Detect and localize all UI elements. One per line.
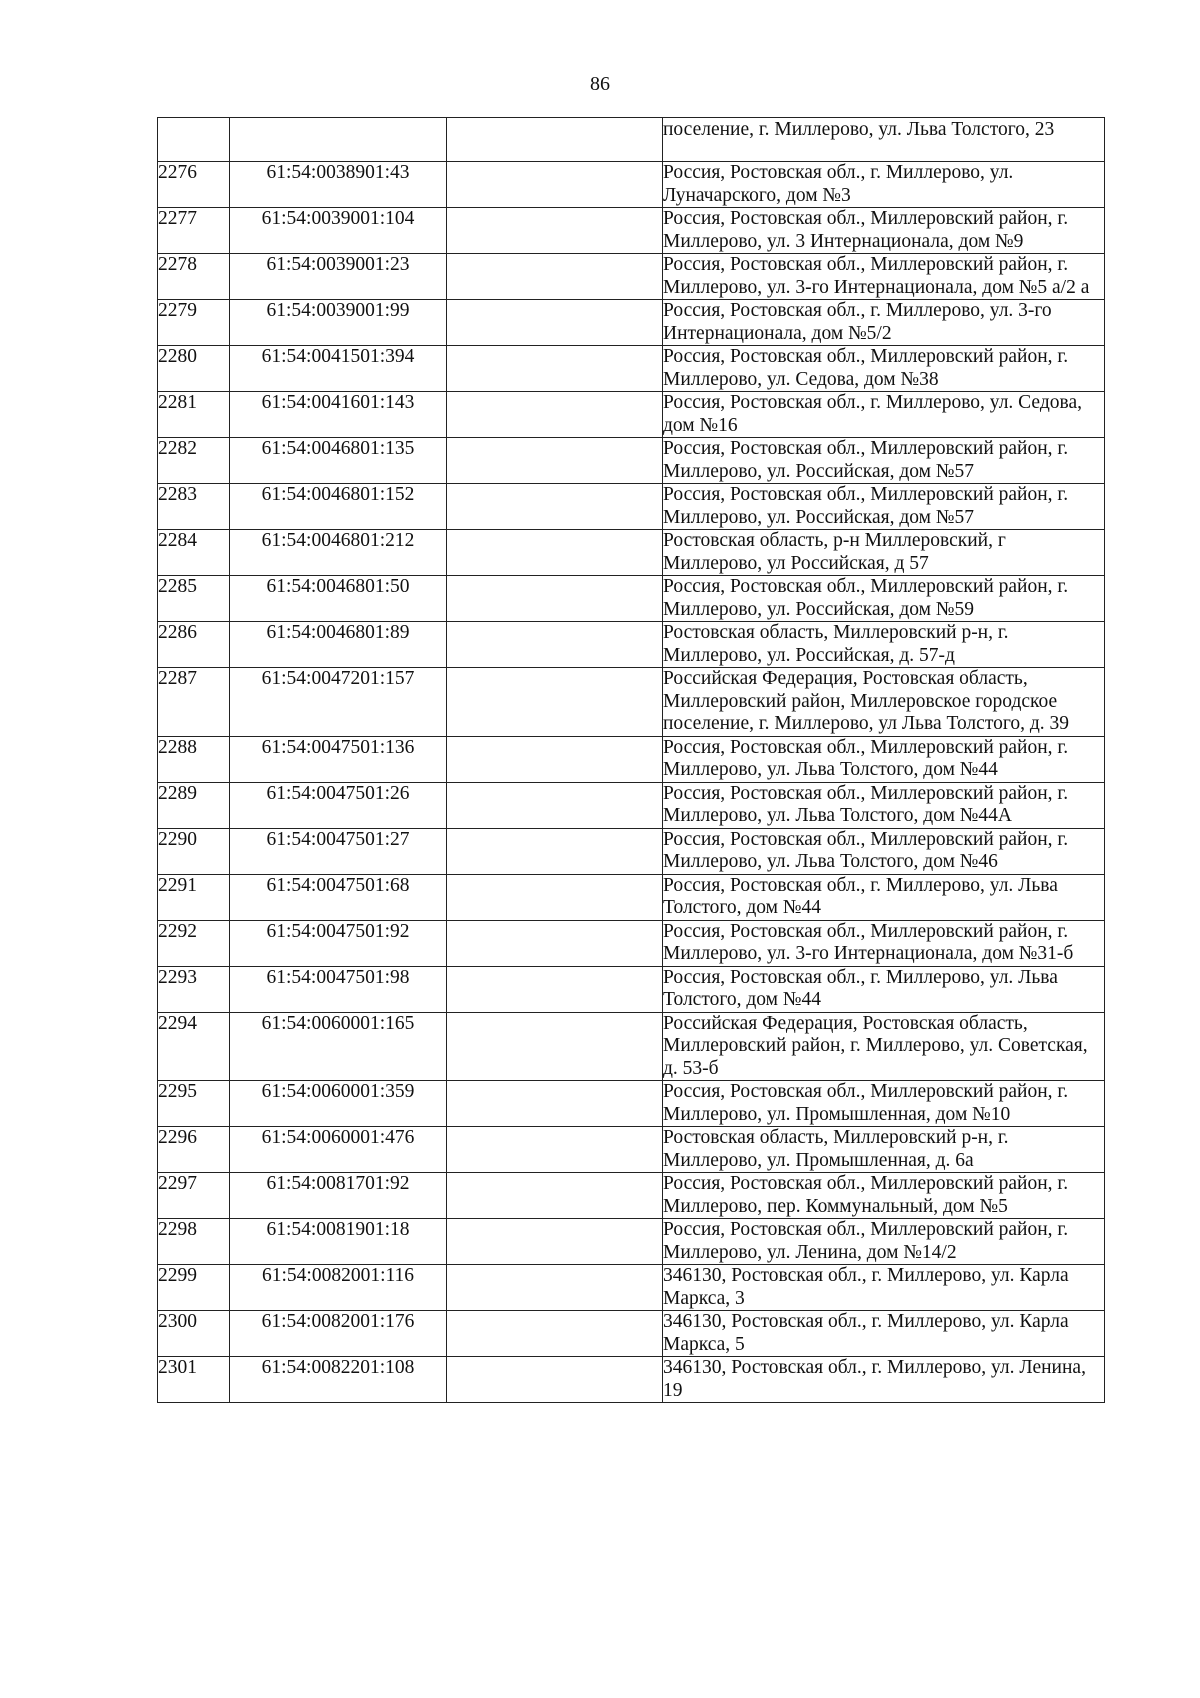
row-number-cell: 2290 xyxy=(158,828,230,874)
blank-cell xyxy=(447,484,663,530)
cadastral-number-cell: 61:54:0047501:26 xyxy=(230,782,447,828)
address-cell: Россия, Ростовская обл., Миллеровский район, г. Миллерово, ул. Российская, дом №57 xyxy=(663,484,1105,530)
table-row xyxy=(158,736,1105,782)
blank-cell xyxy=(447,874,663,920)
row-number-cell: 2285 xyxy=(158,576,230,622)
row-number-cell: 2276 xyxy=(158,162,230,208)
address-cell: Россия, Ростовская обл., г. Миллерово, ул. Седова, дом №16 xyxy=(663,392,1105,438)
table-row xyxy=(158,622,1105,668)
table-row xyxy=(158,438,1105,484)
table-row xyxy=(158,1081,1105,1127)
blank-cell xyxy=(447,1265,663,1311)
address-cell: Россия, Ростовская обл., Миллеровский район, г. Миллерово, ул. 3-го Интернационала, дом №31-б xyxy=(663,920,1105,966)
blank-cell xyxy=(447,208,663,254)
table-row xyxy=(158,162,1105,208)
address-cell: Ростовская область, Миллеровский р-н, г. Миллерово, ул. Российская, д. 57-д xyxy=(663,622,1105,668)
cadastral-number-cell: 61:54:0060001:165 xyxy=(230,1012,447,1081)
blank-cell xyxy=(447,1173,663,1219)
address-cell: Россия, Ростовская обл., г. Миллерово, ул. 3-го Интернационала, дом №5/2 xyxy=(663,300,1105,346)
row-number-cell: 2294 xyxy=(158,1012,230,1081)
blank-cell xyxy=(447,530,663,576)
table-row xyxy=(158,828,1105,874)
cadastral-number-cell: 61:54:0082201:108 xyxy=(230,1357,447,1403)
table-row xyxy=(158,254,1105,300)
table-row xyxy=(158,392,1105,438)
cadastral-number-cell: 61:54:0081901:18 xyxy=(230,1219,447,1265)
row-number-cell: 2279 xyxy=(158,300,230,346)
address-cell: Россия, Ростовская обл., Миллеровский район, г. Миллерово, ул. Промышленная, дом №10 xyxy=(663,1081,1105,1127)
blank-cell xyxy=(447,736,663,782)
page-number: 86 xyxy=(590,73,610,95)
cadastral-number-cell: 61:54:0047501:98 xyxy=(230,966,447,1012)
address-cell: поселение, г. Миллерово, ул. Льва Толстого, 23 xyxy=(663,118,1105,162)
blank-cell xyxy=(447,1219,663,1265)
address-cell: Россия, Ростовская обл., Миллеровский район, г. Миллерово, ул. 3 Интернационала, дом №9 xyxy=(663,208,1105,254)
table-row xyxy=(158,874,1105,920)
address-cell: Россия, Ростовская обл., Миллеровский район, г. Миллерово, ул. Российская, дом №59 xyxy=(663,576,1105,622)
table-row xyxy=(158,576,1105,622)
blank-cell xyxy=(447,966,663,1012)
blank-cell xyxy=(447,1357,663,1403)
row-number-cell: 2286 xyxy=(158,622,230,668)
cadastral-number-cell: 61:54:0041601:143 xyxy=(230,392,447,438)
table-row xyxy=(158,1012,1105,1081)
address-cell: Ростовская область, р-н Миллеровский, г Миллерово, ул Российская, д 57 xyxy=(663,530,1105,576)
address-cell: Россия, Ростовская обл., Миллеровский район, г. Миллерово, ул. 3-го Интернационала, дом №5 а/2 а xyxy=(663,254,1105,300)
address-cell: Россия, Ростовская обл., Миллеровский район, г. Миллерово, ул. Ленина, дом №14/2 xyxy=(663,1219,1105,1265)
row-number-cell: 2277 xyxy=(158,208,230,254)
row-number-cell: 2284 xyxy=(158,530,230,576)
cadastral-number-cell: 61:54:0039001:104 xyxy=(230,208,447,254)
row-number-cell: 2293 xyxy=(158,966,230,1012)
row-number-cell: 2301 xyxy=(158,1357,230,1403)
row-number-cell: 2288 xyxy=(158,736,230,782)
blank-cell xyxy=(447,1127,663,1173)
row-number-cell: 2300 xyxy=(158,1311,230,1357)
row-number-cell: 2282 xyxy=(158,438,230,484)
table-row xyxy=(158,208,1105,254)
cadastral-number-cell: 61:54:0039001:23 xyxy=(230,254,447,300)
blank-cell xyxy=(447,300,663,346)
cadastral-number-cell: 61:54:0038901:43 xyxy=(230,162,447,208)
table-row xyxy=(158,668,1105,737)
cadastral-number-cell: 61:54:0081701:92 xyxy=(230,1173,447,1219)
cadastral-number-cell: 61:54:0046801:212 xyxy=(230,530,447,576)
cadastral-number-cell: 61:54:0060001:476 xyxy=(230,1127,447,1173)
blank-cell xyxy=(447,828,663,874)
address-cell: Россия, Ростовская обл., Миллеровский район, г. Миллерово, ул. Российская, дом №57 xyxy=(663,438,1105,484)
blank-cell xyxy=(447,920,663,966)
row-number-cell: 2296 xyxy=(158,1127,230,1173)
cadastral-number-cell: 61:54:0046801:89 xyxy=(230,622,447,668)
blank-cell xyxy=(447,1311,663,1357)
blank-cell xyxy=(447,254,663,300)
table-row xyxy=(158,530,1105,576)
cadastral-number-cell xyxy=(230,118,447,162)
row-number-cell: 2291 xyxy=(158,874,230,920)
address-cell: Российская Федерация, Ростовская область, Миллеровский район, Миллеровское городское поселение, г. Миллерово, ул Льва Толстого, д. 39 xyxy=(663,668,1105,737)
cadastral-number-cell: 61:54:0082001:176 xyxy=(230,1311,447,1357)
table-row xyxy=(158,1357,1105,1403)
address-cell: 346130, Ростовская обл., г. Миллерово, ул. Карла Маркса, 5 xyxy=(663,1311,1105,1357)
blank-cell xyxy=(447,392,663,438)
row-number-cell: 2298 xyxy=(158,1219,230,1265)
blank-cell xyxy=(447,438,663,484)
row-number-cell: 2281 xyxy=(158,392,230,438)
table-row xyxy=(158,1173,1105,1219)
table-row xyxy=(158,300,1105,346)
address-cell: Россия, Ростовская обл., Миллеровский район, г. Миллерово, ул. Льва Толстого, дом №44 xyxy=(663,736,1105,782)
row-number-cell: 2278 xyxy=(158,254,230,300)
blank-cell xyxy=(447,346,663,392)
address-cell: Россия, Ростовская обл., г. Миллерово, ул. Луначарского, дом №3 xyxy=(663,162,1105,208)
address-cell: Россия, Ростовская обл., Миллеровский район, г. Миллерово, ул. Льва Толстого, дом №44А xyxy=(663,782,1105,828)
row-number-cell: 2289 xyxy=(158,782,230,828)
address-cell: Россия, Ростовская обл., Миллеровский район, г. Миллерово, пер. Коммунальный, дом №5 xyxy=(663,1173,1105,1219)
address-cell: Россия, Ростовская обл., г. Миллерово, ул. Льва Толстого, дом №44 xyxy=(663,874,1105,920)
blank-cell xyxy=(447,668,663,737)
address-cell: 346130, Ростовская обл., г. Миллерово, ул. Ленина, 19 xyxy=(663,1357,1105,1403)
cadastral-number-cell: 61:54:0047501:136 xyxy=(230,736,447,782)
table-row xyxy=(158,1127,1105,1173)
cadastral-number-cell: 61:54:0047501:68 xyxy=(230,874,447,920)
blank-cell xyxy=(447,118,663,162)
blank-cell xyxy=(447,162,663,208)
cadastral-number-cell: 61:54:0046801:50 xyxy=(230,576,447,622)
blank-cell xyxy=(447,576,663,622)
address-cell: Россия, Ростовская обл., Миллеровский район, г. Миллерово, ул. Льва Толстого, дом №46 xyxy=(663,828,1105,874)
blank-cell xyxy=(447,1012,663,1081)
cadastral-number-cell: 61:54:0060001:359 xyxy=(230,1081,447,1127)
row-number-cell: 2297 xyxy=(158,1173,230,1219)
table-row xyxy=(158,782,1105,828)
property-table-body xyxy=(158,118,1105,1403)
row-number-cell: 2283 xyxy=(158,484,230,530)
cadastral-number-cell: 61:54:0047201:157 xyxy=(230,668,447,737)
blank-cell xyxy=(447,1081,663,1127)
row-number-cell: 2280 xyxy=(158,346,230,392)
row-number-cell: 2299 xyxy=(158,1265,230,1311)
cadastral-number-cell: 61:54:0047501:27 xyxy=(230,828,447,874)
cadastral-number-cell: 61:54:0047501:92 xyxy=(230,920,447,966)
blank-cell xyxy=(447,622,663,668)
address-cell: Россия, Ростовская обл., Миллеровский район, г. Миллерово, ул. Седова, дом №38 xyxy=(663,346,1105,392)
table-row xyxy=(158,1311,1105,1357)
table-row xyxy=(158,966,1105,1012)
cadastral-number-cell: 61:54:0082001:116 xyxy=(230,1265,447,1311)
table-row xyxy=(158,1219,1105,1265)
cadastral-number-cell: 61:54:0041501:394 xyxy=(230,346,447,392)
table-row xyxy=(158,484,1105,530)
address-cell: 346130, Ростовская обл., г. Миллерово, ул. Карла Маркса, 3 xyxy=(663,1265,1105,1311)
table-row xyxy=(158,920,1105,966)
table-row xyxy=(158,1265,1105,1311)
row-number-cell: 2287 xyxy=(158,668,230,737)
cadastral-number-cell: 61:54:0046801:135 xyxy=(230,438,447,484)
cadastral-number-cell: 61:54:0039001:99 xyxy=(230,300,447,346)
address-cell: Ростовская область, Миллеровский р-н, г. Миллерово, ул. Промышленная, д. 6а xyxy=(663,1127,1105,1173)
table-row xyxy=(158,118,1105,162)
address-cell: Россия, Ростовская обл., г. Миллерово, ул. Льва Толстого, дом №44 xyxy=(663,966,1105,1012)
cadastral-number-cell: 61:54:0046801:152 xyxy=(230,484,447,530)
row-number-cell: 2292 xyxy=(158,920,230,966)
property-table xyxy=(157,117,1105,1403)
address-cell: Российская Федерация, Ростовская область, Миллеровский район, г. Миллерово, ул. Советская, д. 53-б xyxy=(663,1012,1105,1081)
row-number-cell xyxy=(158,118,230,162)
table-row xyxy=(158,346,1105,392)
row-number-cell: 2295 xyxy=(158,1081,230,1127)
blank-cell xyxy=(447,782,663,828)
